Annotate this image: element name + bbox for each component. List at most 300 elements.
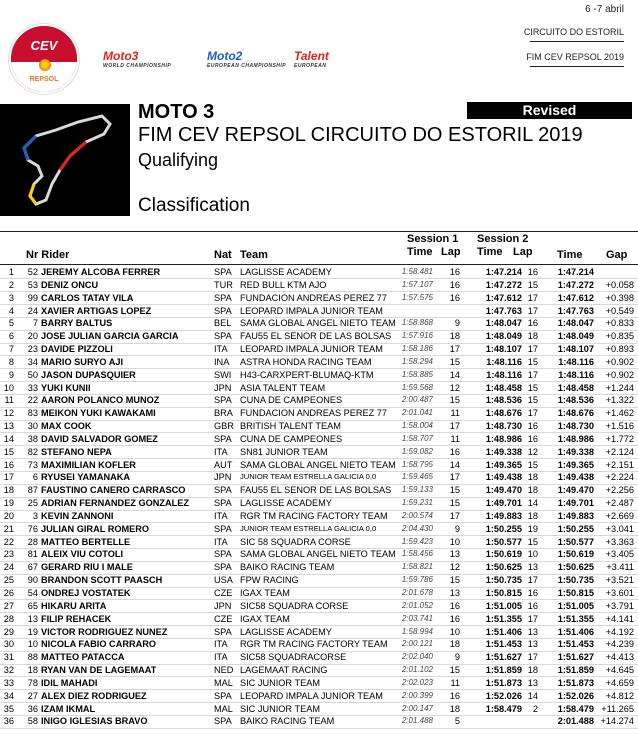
session1-lap: 16: [449, 690, 460, 701]
rider-number: 27: [27, 690, 38, 701]
divider: [0, 231, 638, 232]
nationality: AUT: [214, 459, 233, 470]
session2-lap: 16: [527, 267, 538, 277]
gap-value: +0.902: [605, 369, 634, 380]
rider-name: MARIO SURYO AJI: [41, 356, 124, 367]
col-team: Team: [240, 249, 268, 261]
position: 35: [3, 703, 14, 714]
gap-value: +2.124: [605, 446, 634, 457]
rider-number: 23: [27, 344, 38, 355]
team-name: LEOPARD IMPALA JUNIOR TEAM: [240, 690, 383, 701]
session2-time: 1:49.470: [485, 485, 522, 496]
position: 21: [3, 523, 14, 534]
session1-lap: 14: [449, 369, 460, 380]
position: 30: [3, 639, 14, 650]
team-name: SAMA GLOBAL ANGEL NIETO TEAM: [240, 459, 396, 470]
rider-name: IZAM IKMAL: [41, 703, 96, 714]
session1-lap: 9: [454, 652, 460, 663]
best-time: 1:49.338: [557, 446, 594, 457]
best-time: 1:48.676: [557, 408, 594, 419]
nationality: MAL: [214, 677, 233, 688]
event-date: 6 -7 abril: [585, 4, 624, 15]
rider-name: MAXIMILIAN KOFLER: [41, 459, 136, 470]
best-time: 1:48.107: [557, 344, 594, 355]
position: 7: [8, 344, 14, 355]
table-row: [0, 691, 638, 702]
rider-number: 30: [27, 421, 38, 432]
session1-header: Session 1: [407, 233, 459, 245]
session1-time: 2:03.741: [401, 613, 433, 623]
team-name: FUNDACION ANDREAS PEREZ 77: [240, 292, 388, 303]
rider-name: INIGO IGLESIAS BRAVO: [41, 716, 148, 727]
gap-value: +2.224: [605, 472, 634, 483]
gap-value: +11.265: [601, 703, 634, 714]
team-name: BAIKO RACING TEAM: [240, 716, 335, 727]
gap-value: +0.902: [605, 356, 634, 367]
nationality: ITA: [214, 652, 228, 663]
table-row: [0, 357, 638, 368]
session1-time: 1:59.423: [401, 536, 433, 546]
session1-lap: 15: [449, 665, 460, 676]
gap-value: +0.893: [605, 344, 634, 355]
table-row: [0, 678, 638, 689]
rider-name: JOSE JULIAN GARCIA GARCIA: [41, 331, 179, 342]
rider-name: JASON DUPASQUIER: [41, 369, 136, 380]
session2-lap: 12: [527, 446, 538, 457]
position: 1: [8, 267, 14, 277]
gap-value: +14.274: [600, 716, 634, 727]
position: 33: [3, 677, 14, 688]
session2-lap: 18: [527, 331, 538, 342]
session1-lap: 15: [449, 485, 460, 496]
session1-time: 2:01.678: [401, 588, 433, 597]
session1-lap: 15: [449, 395, 460, 406]
session1-lap: 18: [449, 639, 460, 650]
session1-time: 2:01.102: [401, 665, 433, 675]
session1-time: 1:58.994: [401, 626, 433, 636]
gap-value: +1.516: [605, 421, 634, 432]
gap-value: +3.411: [606, 562, 634, 573]
championship-title: FIM CEV REPSOL CIRCUITO DO ESTORIL 2019: [138, 124, 583, 146]
nationality: SPA: [214, 292, 232, 303]
table-row: [0, 472, 638, 483]
best-time: 1:49.883: [557, 510, 594, 521]
session1-lap: 15: [449, 498, 460, 509]
session2-lap: 10: [527, 549, 538, 560]
session2-lap: 17: [527, 613, 538, 624]
rider-name: ALEX DIEZ RODRIGUEZ: [41, 690, 147, 701]
team-name: SIC 58 SQUADRA CORSE: [240, 536, 351, 547]
session2-lap: 19: [527, 523, 538, 534]
best-time: 1:51.859: [557, 665, 594, 676]
team-name: SIC58 SQUADRACORSE: [240, 652, 347, 663]
session2-lap: 15: [527, 356, 538, 367]
nationality: NED: [214, 665, 234, 676]
session2-time: 1:50.815: [485, 588, 522, 598]
rider-number: 28: [27, 536, 38, 547]
rider-number: 58: [27, 716, 38, 727]
session2-time: 1:48.730: [485, 421, 522, 432]
session2-time: 1:47.214: [485, 267, 522, 277]
session1-time: 1:58.481: [401, 267, 433, 276]
sun-icon: [39, 59, 51, 71]
divider: [530, 41, 624, 42]
team-name: JUNIOR TEAM ESTRELLA GALICIA 0,0: [240, 472, 377, 482]
gap-value: +2.256: [605, 485, 634, 496]
table-row: [0, 652, 638, 663]
category-title: MOTO 3: [138, 101, 215, 123]
session1-lap: 10: [449, 626, 460, 637]
gap-value: +3.405: [605, 549, 634, 560]
rider-name: FAUSTINO CANERO CARRASCO: [41, 485, 186, 496]
rider-number: 53: [27, 279, 38, 290]
session1-time: 1:58.294: [401, 356, 433, 366]
position: 28: [3, 613, 14, 624]
position: 16: [3, 459, 14, 470]
rider-number: 99: [27, 292, 38, 303]
position: 36: [3, 716, 14, 727]
session2-time: 1:58.479: [485, 703, 522, 714]
gap-value: +4.192: [605, 626, 634, 637]
col-best-time: Time: [557, 249, 583, 261]
best-time: 1:48.116: [558, 356, 594, 367]
table-row: [0, 562, 638, 573]
team-name: CUNA DE CAMPEONES: [240, 433, 343, 444]
col-s2-lap: Lap: [513, 246, 533, 258]
session2-time: 1:48.458: [485, 382, 522, 393]
rider-name: DAVIDE PIZZOLI: [41, 344, 113, 355]
session1-lap: 13: [449, 588, 460, 598]
nationality: SPA: [214, 305, 232, 316]
table-row: [0, 293, 638, 304]
session2-time: 1:48.116: [486, 356, 522, 367]
session1-lap: 5: [454, 716, 460, 727]
team-name: SAMA GLOBAL ANGEL NIETO TEAM: [240, 549, 396, 560]
rider-number: 6: [32, 472, 38, 483]
rider-name: ALEIX VIU COTOLI: [41, 549, 124, 560]
report-title: Classification: [138, 195, 250, 216]
session1-lap: 17: [449, 472, 460, 483]
session1-lap: 11: [450, 408, 460, 419]
gap-value: +2.151: [605, 459, 634, 470]
cev-repsol-logo: [9, 24, 79, 94]
gap-value: +1.322: [605, 395, 634, 406]
gap-value: +1.462: [605, 408, 634, 419]
table-row: [0, 614, 638, 625]
session2-time: 1:51.627: [485, 652, 522, 663]
best-time: 1:48.730: [557, 421, 594, 432]
session1-lap: 18: [449, 331, 460, 342]
team-name: BAIKO RACING TEAM: [240, 562, 335, 573]
moto2-logo: Moto2 EUROPEAN CHAMPIONSHIP: [207, 49, 287, 69]
nationality: JPN: [214, 382, 232, 393]
team-name: SAMA GLOBAL ANGEL NIETO TEAM: [240, 318, 396, 329]
rider-name: MATTEO PATACCA: [41, 652, 125, 663]
team-name: CUNA DE CAMPEONES: [240, 395, 343, 406]
best-time: 1:47.272: [557, 279, 594, 290]
divider: [530, 66, 624, 67]
session1-time: 1:59.231: [401, 498, 433, 508]
rider-number: 90: [27, 575, 38, 586]
position: 31: [3, 652, 14, 663]
best-time: 1:52.026: [557, 690, 594, 701]
session2-lap: 15: [527, 536, 538, 547]
session2-lap: 17: [527, 652, 538, 663]
team-name: SIC JUNIOR TEAM: [240, 677, 320, 688]
best-time: 1:48.536: [557, 395, 594, 406]
rider-number: 76: [27, 523, 38, 534]
session1-time: 1:57.575: [401, 292, 433, 302]
session2-lap: 13: [527, 639, 538, 650]
session1-time: 1:59.786: [401, 575, 433, 585]
nationality: TUR: [214, 279, 233, 290]
session1-lap: 9: [454, 523, 460, 534]
session1-lap: 14: [449, 459, 460, 470]
session2-time: 1:51.859: [485, 665, 522, 676]
session1-lap: 16: [449, 446, 460, 457]
session2-time: 1:48.986: [485, 433, 522, 444]
rider-name: BARRY BALTUS: [41, 318, 113, 329]
session1-time: 2:00.574: [401, 510, 433, 520]
gap-value: +1.772: [605, 433, 634, 444]
position: 4: [8, 305, 14, 316]
session1-lap: 10: [449, 536, 460, 547]
session2-lap: 14: [527, 498, 538, 509]
position: 23: [3, 549, 14, 560]
nationality: ITA: [214, 446, 228, 457]
session1-lap: 17: [449, 344, 460, 355]
session2-lap: 15: [527, 459, 538, 470]
session1-time: 1:58.004: [401, 421, 433, 431]
nationality: ITA: [214, 344, 228, 355]
gap-value: +3.791: [605, 600, 634, 611]
nationality: SPA: [214, 690, 232, 701]
table-row: [0, 408, 638, 419]
session1-lap: 11: [450, 677, 460, 688]
table-row: [0, 331, 638, 342]
rider-name: NICOLA FABIO CARRARO: [41, 639, 157, 650]
session2-time: 1:48.049: [485, 331, 522, 342]
session1-time: 1:57.916: [401, 331, 433, 341]
rider-number: 81: [27, 549, 38, 560]
session2-time: 1:48.107: [485, 344, 522, 355]
track-map: [0, 104, 130, 216]
table-row: [0, 344, 638, 355]
position: 24: [3, 562, 14, 573]
table-row: [0, 485, 638, 496]
session2-lap: 17: [527, 292, 538, 303]
rider-number: 54: [27, 588, 38, 598]
rider-name: AARON POLANCO MUNOZ: [41, 395, 160, 406]
session2-time: 1:49.365: [485, 459, 522, 470]
session1-time: 1:59.082: [401, 446, 433, 456]
best-time: 1:50.577: [557, 536, 594, 547]
position: 11: [4, 395, 14, 406]
position: 19: [3, 498, 14, 509]
session1-time: 2:01.488: [401, 716, 433, 726]
team-name: ASIA TALENT TEAM: [240, 382, 326, 393]
gap-value: +0.398: [605, 292, 634, 303]
session1-time: 1:59.465: [401, 472, 433, 482]
best-time: 1:49.438: [557, 472, 594, 483]
session2-time: 1:48.536: [485, 395, 522, 406]
gap-value: +4.645: [605, 665, 634, 676]
session1-lap: 9: [454, 318, 460, 329]
team-name: IGAX TEAM: [240, 588, 290, 598]
best-time: 1:51.873: [557, 677, 594, 688]
nationality: SPA: [214, 331, 232, 342]
rider-number: 34: [27, 356, 38, 367]
col-s1-lap: Lap: [441, 246, 461, 258]
talent-logo: Talent EUROPEAN: [294, 49, 329, 69]
session2-lap: 15: [527, 279, 538, 290]
team-name: LAGEMAAT RACING: [240, 665, 328, 676]
session2-time: 1:49.438: [485, 472, 522, 483]
table-row: [0, 704, 638, 715]
session1-lap: 16: [449, 292, 460, 303]
nationality: CZE: [214, 588, 233, 598]
session2-time: 1:50.577: [485, 536, 522, 547]
session2-lap: 15: [527, 395, 538, 406]
rider-name: MATTEO BERTELLE: [41, 536, 131, 547]
team-name: LEOPARD IMPALA JUNIOR TEAM: [240, 305, 383, 316]
position: 29: [3, 626, 14, 637]
rider-number: 20: [27, 331, 38, 342]
table-row: [0, 549, 638, 560]
gap-value: +4.239: [605, 639, 634, 650]
team-name: RGR TM RACING FACTORY TEAM: [240, 639, 388, 650]
session2-lap: 18: [527, 510, 538, 521]
team-name: IGAX TEAM: [240, 613, 290, 624]
rider-number: 7: [32, 318, 38, 329]
nationality: SPA: [214, 523, 232, 534]
rider-name: MEIKON YUKI KAWAKAMI: [41, 408, 156, 419]
session2-time: 1:48.676: [485, 408, 522, 419]
nationality: GBR: [214, 421, 234, 432]
position: 27: [3, 600, 14, 611]
table-row: [0, 395, 638, 406]
nationality: JPN: [214, 472, 232, 483]
rider-name: JEREMY ALCOBA FERRER: [41, 267, 161, 277]
session1-time: 2:00.147: [401, 703, 433, 713]
session2-lap: 16: [527, 421, 538, 432]
gap-value: +3.363: [605, 536, 634, 547]
position: 10: [3, 382, 14, 393]
rider-name: ADRIAN FERNANDEZ GONZALEZ: [41, 498, 190, 509]
session1-lap: 17: [449, 421, 460, 432]
session2-lap: 14: [527, 690, 538, 701]
col-s2-time: Time: [477, 246, 503, 258]
rider-number: 83: [27, 408, 38, 419]
session2-lap: 16: [527, 318, 538, 329]
session2-lap: 13: [527, 626, 538, 637]
best-time: 1:50.625: [557, 562, 594, 573]
divider: [0, 264, 638, 265]
team-name: LEOPARD IMPALA JUNIOR TEAM: [240, 344, 383, 355]
nationality: ITA: [214, 510, 228, 521]
rider-number: 82: [27, 446, 38, 457]
table-row: [0, 575, 638, 586]
gap-value: +2.487: [605, 498, 634, 509]
session2-lap: 17: [527, 408, 538, 419]
best-time: 1:48.986: [557, 433, 594, 444]
rider-number: 22: [27, 395, 38, 406]
session2-time: 1:50.735: [485, 575, 522, 586]
team-name: SIC JUNIOR TEAM: [240, 703, 320, 714]
position: 2: [8, 279, 14, 290]
nationality: SPA: [214, 549, 232, 560]
session2-time: 1:49.883: [485, 510, 522, 521]
session2-lap: 13: [527, 562, 538, 573]
position: 5: [8, 318, 14, 329]
session2-lap: 16: [527, 600, 538, 611]
team-name: ASTRA HONDA RACING TEAM: [240, 356, 372, 367]
table-row: [0, 498, 638, 509]
table-row: [0, 716, 638, 727]
best-time: 1:47.612: [557, 292, 594, 303]
session1-time: 1:58.707: [401, 433, 433, 443]
session1-time: 2:00.487: [401, 395, 433, 405]
gap-value: +0.549: [605, 305, 634, 316]
rider-name: VICTOR RODRIGUEZ NUNEZ: [41, 626, 168, 637]
session2-lap: 17: [527, 369, 538, 380]
position: 3: [8, 292, 14, 303]
nationality: SPA: [214, 562, 232, 573]
session1-time: 1:58.868: [401, 318, 433, 328]
rider-name: JULIAN GIRAL ROMERO: [41, 523, 150, 534]
session2-lap: 13: [527, 677, 538, 688]
best-time: 1:49.365: [557, 459, 594, 470]
rider-name: FILIP REHACEK: [41, 613, 112, 624]
table-row: [0, 447, 638, 458]
best-time: 1:51.453: [557, 639, 594, 650]
best-time: 1:51.355: [557, 613, 594, 624]
session1-time: 1:58.795: [401, 459, 433, 469]
table-row: [0, 280, 638, 291]
position: 25: [3, 575, 14, 586]
position: 34: [3, 690, 14, 701]
table-row: [0, 524, 638, 535]
nationality: BEL: [214, 318, 232, 329]
col-gap: Gap: [606, 249, 628, 261]
rider-name: ONDREJ VOSTATEK: [41, 588, 131, 598]
team-name: JUNIOR TEAM ESTRELLA GALICIA 0,0: [240, 523, 377, 533]
best-time: 1:47.763: [557, 305, 594, 316]
rider-name: XAVIER ARTIGAS LOPEZ: [41, 305, 152, 316]
status-badge: Revised: [467, 102, 632, 119]
rider-number: 18: [27, 665, 38, 676]
table-row: [0, 537, 638, 548]
session1-time: 1:59.568: [401, 382, 433, 392]
nationality: SPA: [214, 716, 232, 727]
session1-time: 1:58.821: [401, 562, 433, 572]
nationality: SPA: [214, 626, 232, 637]
session1-lap: 16: [449, 600, 460, 611]
session2-lap: 15: [527, 382, 538, 393]
session2-time: 1:50.619: [485, 549, 522, 560]
team-name: BRITISH TALENT TEAM: [240, 421, 341, 432]
session1-time: 1:57.107: [401, 279, 433, 289]
session1-time: 2:04.430: [401, 523, 433, 533]
gap-value: +4.141: [605, 613, 634, 624]
gap-value: +0.833: [605, 318, 634, 329]
team-name: FUNDACION ANDREAS PEREZ 77: [240, 408, 388, 419]
rider-name: DENIZ ONCU: [41, 279, 99, 290]
table-row: [0, 370, 638, 381]
rider-number: 65: [27, 600, 38, 611]
session1-time: 1:58.456: [401, 549, 433, 559]
rider-number: 38: [27, 433, 38, 444]
